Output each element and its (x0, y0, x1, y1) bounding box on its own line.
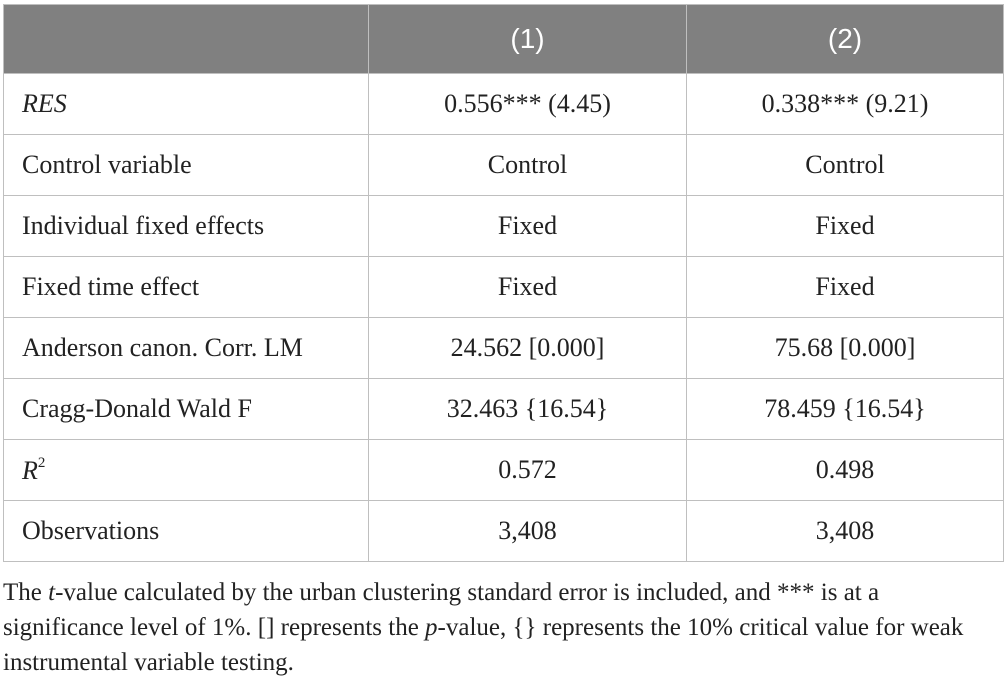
row-label: Individual fixed effects (4, 196, 369, 257)
table-row (4, 318, 1004, 379)
row-value-col-2: 0.338*** (9.21) (687, 74, 1004, 135)
table-row (4, 440, 1004, 501)
row-label: Fixed time effect (4, 257, 369, 318)
footnote-text-3: -value, {} represents the 10% critical value for weak instrumental variable testing. (3, 614, 964, 676)
table-row (4, 135, 1004, 196)
row-value-col-2: 75.68 [0.000] (687, 318, 1004, 379)
row-value-col-2: Fixed (687, 196, 1004, 257)
header-row (4, 5, 1004, 74)
row-value-col-1: Fixed (369, 257, 687, 318)
row-value-col-1: Fixed (369, 196, 687, 257)
footnote-text-2: -value calculated by the urban clustering standard error is included, and *** is at a significance level of 1%. [] represents the (3, 579, 880, 641)
table-row (4, 74, 1004, 135)
table-row (4, 257, 1004, 318)
row-value-col-1: 0.556*** (4.45) (369, 74, 687, 135)
footnote-text-1: The (3, 579, 49, 606)
footnote-t-symbol: t (48, 579, 56, 606)
row-label: RES (4, 74, 369, 135)
footnote-p-symbol: p (425, 614, 438, 641)
header-col-2: (2) (687, 5, 1004, 74)
row-value-col-2: 78.459 {16.54} (687, 379, 1004, 440)
row-value-col-1: 24.562 [0.000] (369, 318, 687, 379)
table-row (4, 379, 1004, 440)
row-value-col-2: Control (687, 135, 1004, 196)
header-col-1: (1) (369, 5, 687, 74)
row-label: Control variable (4, 135, 369, 196)
row-value-col-2: 3,408 (687, 501, 1004, 562)
row-value-col-1: Control (369, 135, 687, 196)
row-value-col-1: 0.572 (369, 440, 687, 501)
table-row (4, 196, 1004, 257)
r-squared-exponent: 2 (37, 454, 46, 471)
row-value-col-2: Fixed (687, 257, 1004, 318)
row-label: Observations (4, 501, 369, 562)
table-footnote (3, 575, 1003, 680)
row-label (4, 440, 369, 501)
table-row (4, 501, 1004, 562)
row-value-col-1: 3,408 (369, 501, 687, 562)
row-value-col-2: 0.498 (687, 440, 1004, 501)
row-label: Anderson canon. Corr. LM (4, 318, 369, 379)
row-label: Cragg-Donald Wald F (4, 379, 369, 440)
r-squared-symbol: R (22, 455, 38, 485)
header-label-cell (4, 5, 369, 74)
regression-table (3, 4, 1004, 562)
row-value-col-1: 32.463 {16.54} (369, 379, 687, 440)
